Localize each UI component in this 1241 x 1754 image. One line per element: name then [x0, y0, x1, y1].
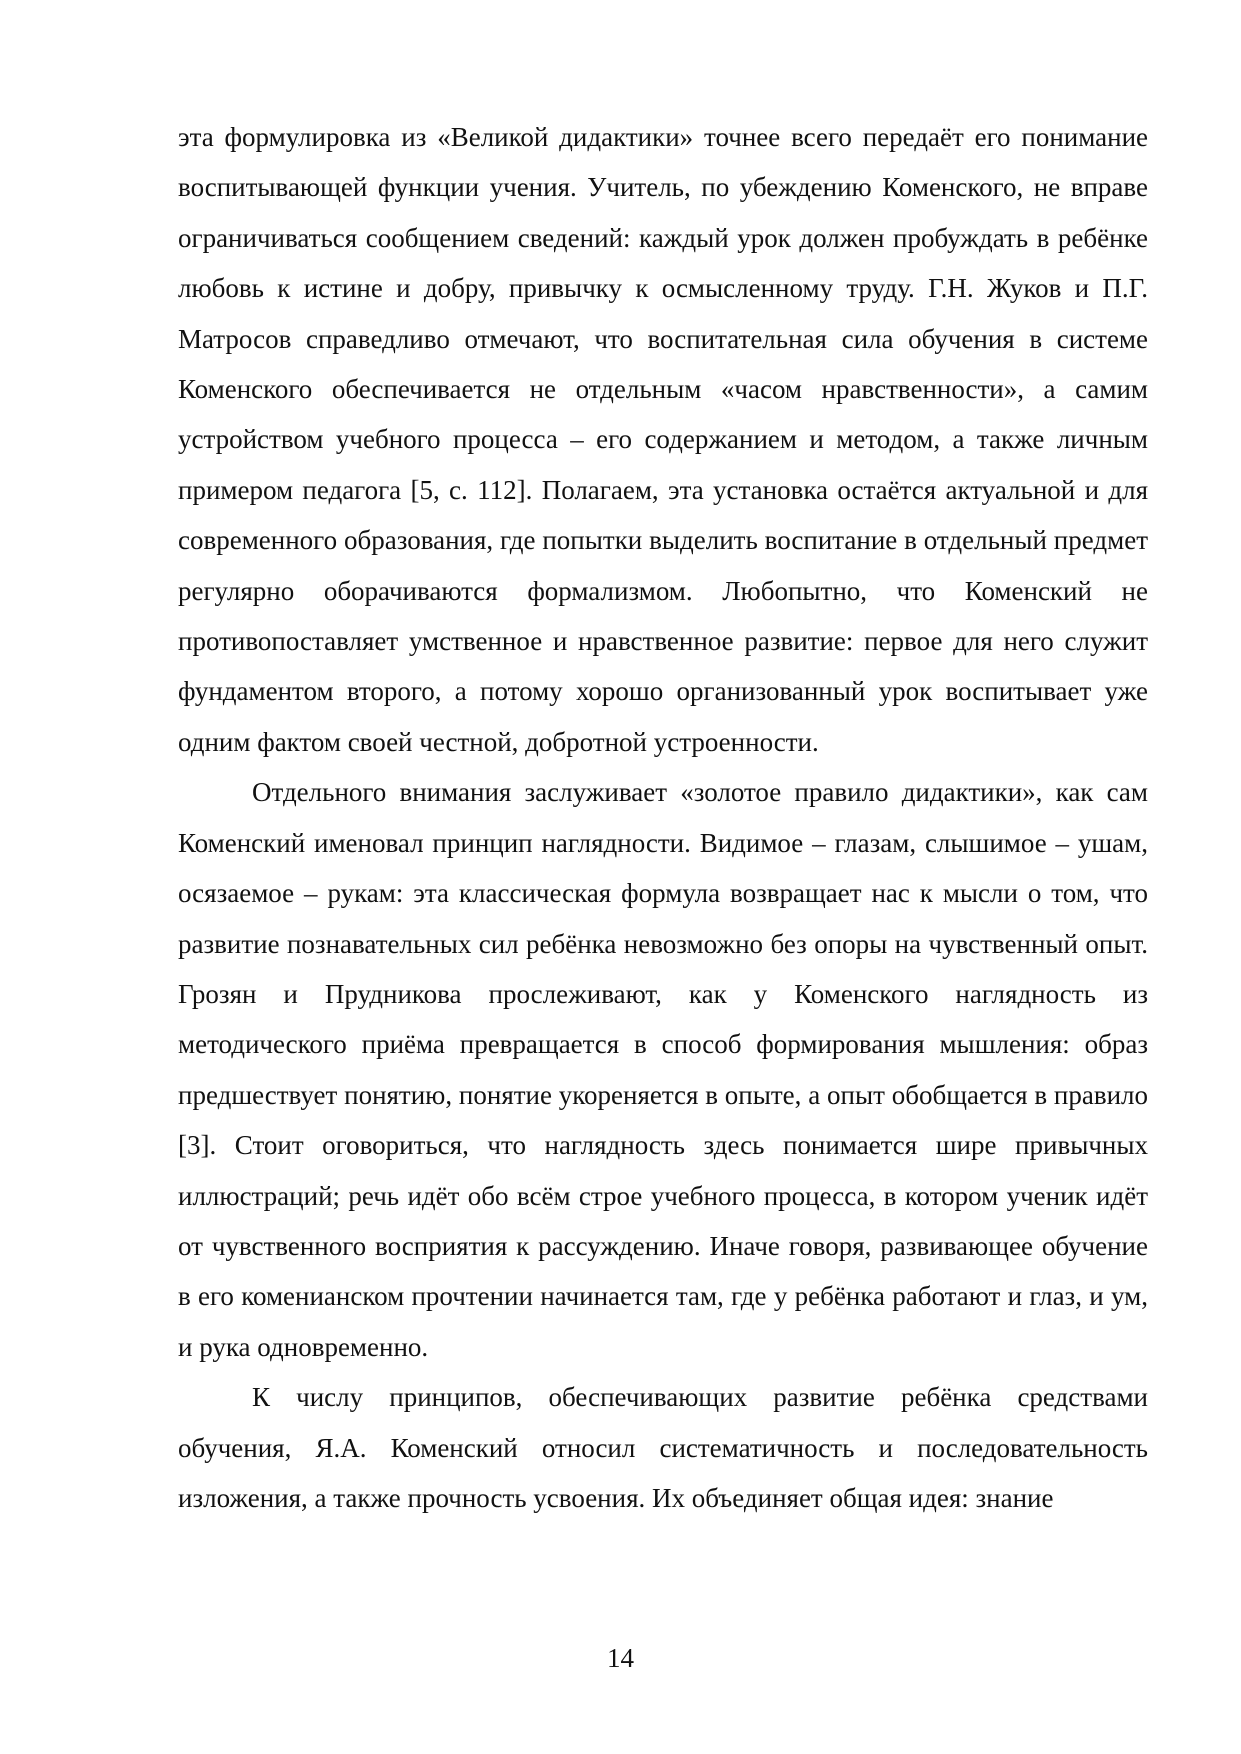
page-number: 14 [607, 1643, 634, 1673]
paragraph-continuation: эта формулировка из «Великой дидактики» точнее всего передаёт его понимание воспитывающей функции учения. Учитель, по убеждению Коменского, не вправе ограничиваться сообщением сведений: каждый урок должен пробуждать в ребёнке любовь к истине и добру, привычку к осмысленному труду. Г.Н. Жуков и П.Г. Матросов справедливо отмечают, что воспитательная сила обучения в системе Коменского обеспечивается не отдельным «часом нравственности», а самим устройством учебного процесса – его содержанием и методом, а также личным примером педагога [5, с. 112]. Полагаем, эта установка остаётся актуальной и для современного образования, где попытки выделить воспитание в отдельный предмет регулярно оборачиваются формализмом. Любопытно, что Коменский не противопоставляет умственное и нравственное развитие: первое для него служит фундаментом второго, а потому хорошо организованный урок воспитывает уже одним фактом своей честной, добротной устроенности. [178, 122, 1148, 757]
paragraph-principles: К числу принципов, обеспечивающих развитие ребёнка средствами обучения, Я.А. Коменский относил систематичность и последовательность изложения, а также прочность усвоения. Их объединяет общая идея: знание [178, 1382, 1148, 1513]
paragraph-visual-principle: Отдельного внимания заслуживает «золотое правило дидактики», как сам Коменский именовал принцип наглядности. Видимое – глазам, слышимое – ушам, осязаемое – рукам: эта классическая формула возвращает нас к мысли о том, что развитие познавательных сил ребёнка невозможно без опоры на чувственный опыт. Грозян и Прудникова прослеживают, как у Коменского наглядность из методического приёма превращается в способ формирования мышления: образ предшествует понятию, понятие укореняется в опыте, а опыт обобщается в правило [3]. Стоит оговориться, что наглядность здесь понимается шире привычных иллюстраций; речь идёт обо всём строе учебного процесса, в котором ученик идёт от чувственного восприятия к рассуждению. Иначе говоря, развивающее обучение в его коменианском прочтении начинается там, где у ребёнка работают и глаз, и ум, и рука одновременно. [178, 777, 1148, 1362]
body-text [178, 112, 1148, 1523]
